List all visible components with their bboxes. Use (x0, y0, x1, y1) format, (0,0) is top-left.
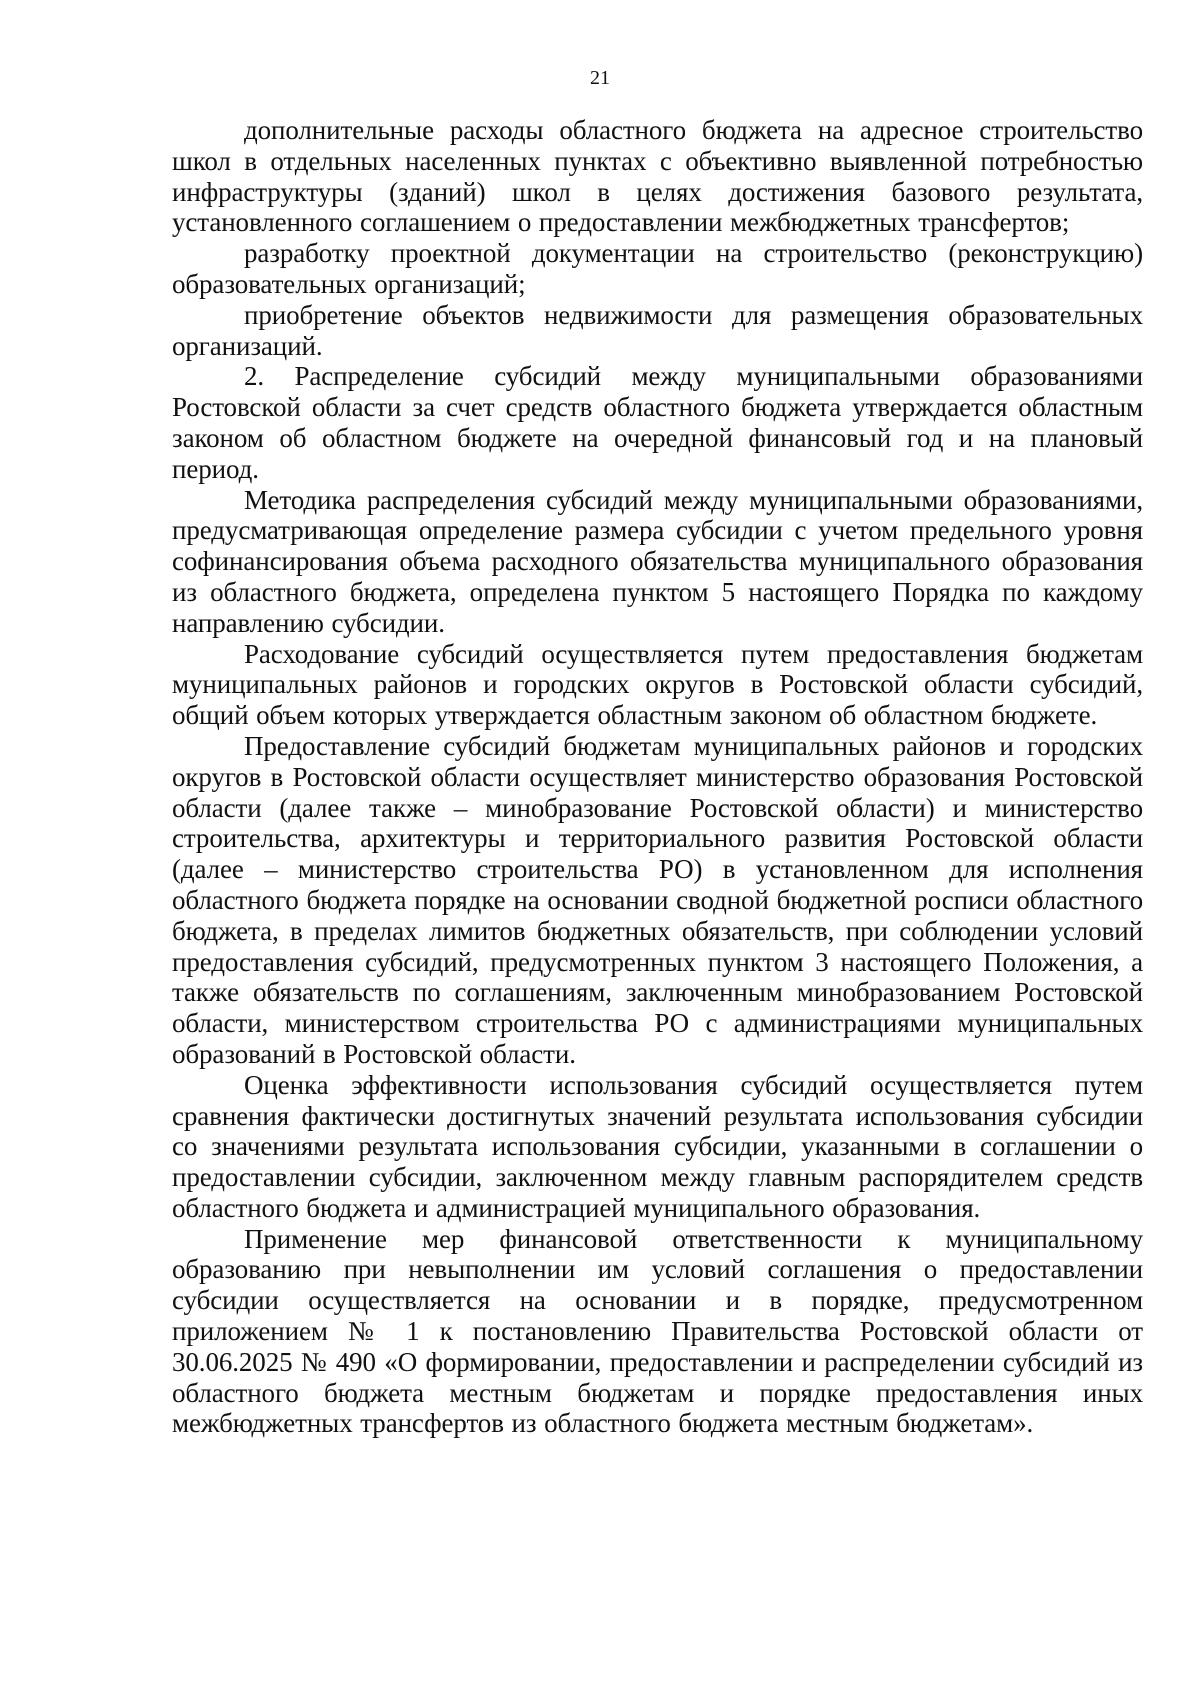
paragraph-subsidy-distribution: 2. Распределение субсидий между муниципальными образованиями Ростовской области за счет средств областного бюджета утверждается областным законом об областном бюджете на очередной финансовый год и на плановый период. (172, 361, 1143, 484)
paragraph-efficiency-assessment: Оценка эффективности использования субсидий осуществляется путем сравнения фактически достигнутых значений результата использования субсидии со значениями результата использования субсидии, указанными в соглашении о предоставлении субсидии, заключенном между главным распорядителем средств областного бюджета и администрацией муниципального образования. (172, 1069, 1143, 1223)
document-body (172, 115, 1143, 1439)
page-number: 21 (590, 67, 610, 89)
paragraph-financial-responsibility: Применение мер финансовой ответственности к муниципальному образованию при невыполнении им условий соглашения о предоставлении субсидии осуществляется на основании и в порядке, предусмотренном приложением № 1 к постановлению Правительства Ростовской области от 30.06.2025 № 490 «О формировании, предоставлении и распределении субсидий из областного бюджета местным бюджетам и порядке предоставления иных межбюджетных трансфертов из областного бюджета местным бюджетам». (172, 1223, 1143, 1439)
paragraph-distribution-methodology: Методика распределения субсидий между муниципальными образованиями, предусматривающая определение размера субсидии с учетом предельного уровня софинансирования объема расходного обязательства муниципального образования из областного бюджета, определена пунктом 5 настоящего Порядка по каждому направлению субсидии. (172, 484, 1143, 638)
paragraph-design-documentation: разработку проектной документации на строительство (реконструкцию) образовательных организаций; (172, 238, 1143, 299)
paragraph-subsidy-provision: Предоставление субсидий бюджетам муниципальных районов и городских округов в Ростовской области осуществляет министерство образования Ростовской области (далее также – минобразование Ростовской области) и министерство строительства, архитектуры и территориального развития Ростовской области (далее – министерство строительства РО) в установленном для исполнения областного бюджета порядке на основании сводной бюджетной росписи областного бюджета, в пределах лимитов бюджетных обязательств, при соблюдении условий предоставления субсидий, предусмотренных пунктом 3 настоящего Положения, а также обязательств по соглашениям, заключенным минобразованием Ростовской области, министерством строительства РО с администрациями муниципальных образований в Ростовской области. (172, 730, 1143, 1069)
paragraph-additional-expenses: дополнительные расходы областного бюджета на адресное строительство школ в отдельных населенных пунктах с объективно выявленной потребностью инфраструктуры (зданий) школ в целях достижения базового результата, установленного соглашением о предоставлении межбюджетных трансфертов; (172, 115, 1143, 238)
paragraph-subsidy-spending: Расходование субсидий осуществляется путем предоставления бюджетам муниципальных районов и городских округов в Ростовской области субсидий, общий объем которых утверждается областным законом об областном бюджете. (172, 638, 1143, 731)
paragraph-real-estate-acquisition: приобретение объектов недвижимости для размещения образовательных организаций. (172, 299, 1143, 361)
